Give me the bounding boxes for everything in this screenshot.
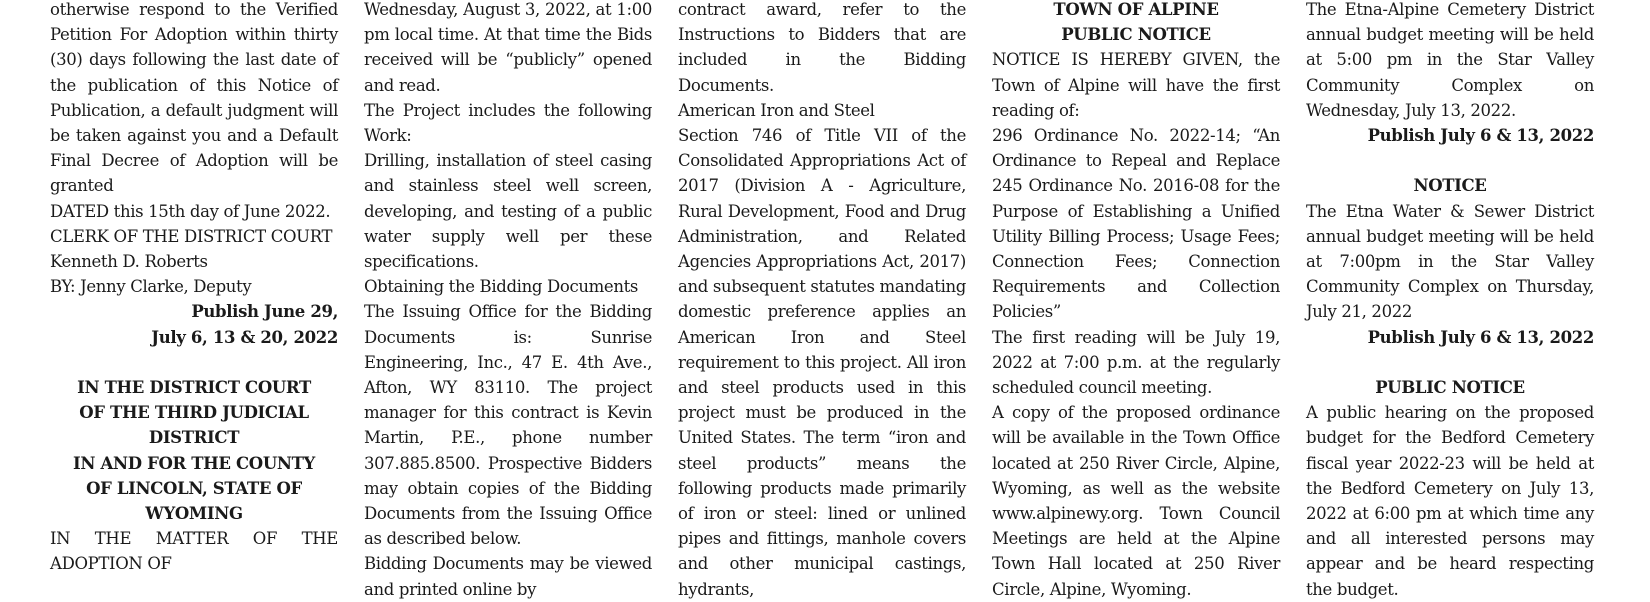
notice-paragraph: Section 746 of Title VII of the Consolidated Appropriations Act of 2017 (Division A - Agriculture, Rural Development, Food and Drug Administration, and Related Agencies Appropriations Act, 2017) and subsequent statutes mandating domestic preference applies an American Iron and Steel requirement to this project. All iron and steel products used in this project must be produced in the United States. The term “iron and steel products” means the following products made primarily of iron or steel: lined or unlined pipes and fittings, manhole covers and other municipal castings, hydrants, [678, 126, 966, 599]
notice-paragraph: NOTICE IS HEREBY GIVEN, the Town of Alpine will have the first reading of: [992, 50, 1280, 120]
column-1 [50, 0, 338, 577]
notice-paragraph: Wednesday, August 3, 2022, at 1:00 pm local time. At that time the Bids received will be “publicly” opened and read. [364, 0, 652, 95]
notice-line: BY: Jenny Clarke, Deputy [50, 277, 252, 297]
notice-heading: IN THE DISTRICT COURT [77, 378, 311, 398]
notice-paragraph: CLERK OF THE DISTRICT COURT [50, 226, 333, 246]
notice-paragraph: otherwise respond to the Verified Petition For Adoption within thirty (30) days following the last date of the publication of this Notice of Publication, a default judgment will be taken against you and a Default Final Decree of Adoption will be granted [50, 0, 338, 196]
notice-heading: TOWN OF ALPINE [1053, 0, 1219, 19]
column-5 [1306, 0, 1594, 602]
spacer [1306, 350, 1594, 375]
notice-paragraph: The Etna Water & Sewer District annual budget meeting will be held at 7:00pm in the Star Valley Community Complex on Thursday, July 21, 2022 [1306, 201, 1594, 322]
notice-paragraph: A public hearing on the proposed budget for the Bedford Cemetery fiscal year 2022-23 will be held at the Bedford Cemetery on July 13, 2022 at 6:00 pm at which time any and all interested persons may appear and be heard respecting the budget. [1306, 403, 1594, 599]
notice-paragraph: Drilling, installation of steel casing and stainless steel well screen, developing, and testing of a public water supply well per these specifications. [364, 151, 652, 272]
spacer [1306, 148, 1594, 173]
publish-dates: Publish July 6 & 13, 2022 [1367, 327, 1594, 347]
column-4 [992, 0, 1280, 602]
notice-line: American Iron and Steel [678, 100, 875, 120]
notice-heading: OF THE THIRD JUDICIAL [79, 403, 309, 423]
column-3 [678, 0, 966, 602]
notice-paragraph: 296 Ordinance No. 2022-14; “An Ordinance to Repeal and Replace 245 Ordinance No. 2016-08 for the Purpose of Establishing a Unified Utility Billing Process; Usage Fees; Connection Fees; Connection Requirements and Collection Policies” [992, 126, 1280, 322]
column-2 [364, 0, 652, 602]
publish-dates: Publish July 6 & 13, 2022 [1367, 126, 1594, 146]
notice-line: Obtaining the Bidding Documents [364, 277, 638, 297]
notice-paragraph: A copy of the proposed ordinance will be available in the Town Office located at 250 River Circle, Alpine, Wyoming, as well as the website www.alpinewy.org. Town Council Meetings are held at the Alpine Town Hall located at 250 River Circle, Alpine, Wyoming. [992, 403, 1280, 599]
notice-heading: WYOMING [145, 504, 243, 524]
publish-dates: July 6, 13 & 20, 2022 [151, 327, 338, 347]
notice-line: Kenneth D. Roberts [50, 252, 208, 272]
notice-paragraph: contract award, refer to the Instructions to Bidders that are included in the Bidding Documents. [678, 0, 966, 95]
notice-heading: NOTICE [1413, 176, 1487, 196]
notice-paragraph: DATED this 15th day of June 2022. [50, 201, 331, 221]
notice-paragraph: IN THE MATTER OF THE ADOPTION OF [50, 529, 338, 574]
notice-heading: PUBLIC NOTICE [1061, 25, 1211, 45]
notice-paragraph: The Etna-Alpine Cemetery District annual budget meeting will be held at 5:00 pm in the Star Valley Community Complex on Wednesday, July 13, 2022. [1306, 0, 1594, 120]
notice-heading: DISTRICT [148, 428, 240, 448]
notice-paragraph: The Issuing Office for the Bidding Documents is: Sunrise Engineering, Inc., 47 E. 4th Ave., Afton, WY 83110. The project manager for this contract is Kevin Martin, P.E., phone number 307.885.8500. Prospective Bidders may obtain copies of the Bidding Documents from the Issuing Office as described below. [364, 302, 652, 549]
notice-heading: PUBLIC NOTICE [1375, 378, 1525, 398]
notice-paragraph: Bidding Documents may be viewed and printed online by [364, 554, 652, 599]
notice-paragraph: The Project includes the following Work: [364, 100, 652, 146]
notice-paragraph: The first reading will be July 19, 2022 at 7:00 p.m. at the regularly scheduled council meeting. [992, 327, 1280, 398]
notice-heading: IN AND FOR THE COUNTY [73, 453, 315, 473]
publish-dates: Publish June 29, [191, 302, 338, 322]
notice-heading: OF LINCOLN, STATE OF [86, 478, 302, 498]
spacer [50, 350, 338, 375]
